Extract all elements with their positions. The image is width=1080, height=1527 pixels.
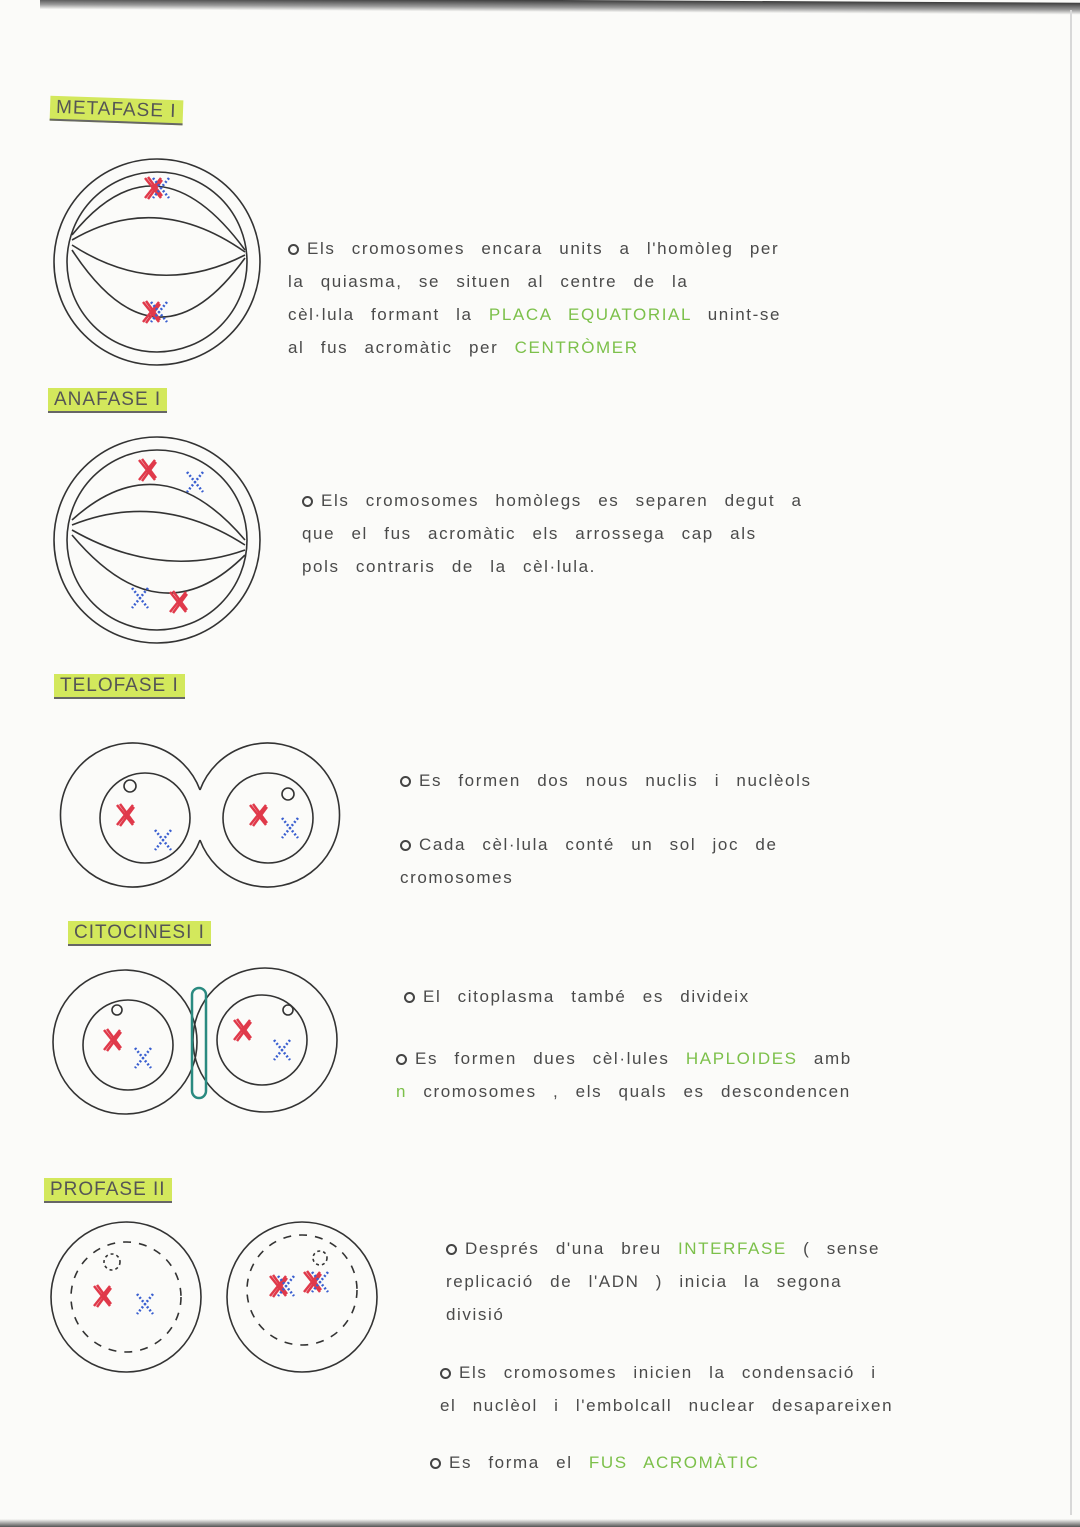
text-segment: Després d'una breu [465, 1239, 678, 1258]
heading-citocinesi-i: CITOCINESI I [68, 921, 211, 946]
heading-telofase-i: TELOFASE I [54, 674, 185, 699]
text-segment: que el fus acromàtic els arrossega cap als [302, 524, 757, 543]
text-segment: divisió [446, 1305, 505, 1324]
key-term: PLACA EQUATORIAL [488, 305, 692, 324]
text-segment: amb [797, 1049, 852, 1068]
key-term: CENTRÒMER [514, 338, 639, 357]
text-segment: pols contraris de la cèl·lula. [302, 557, 596, 576]
text-segment: Cada cèl·lula conté un sol joc de [419, 835, 778, 854]
text-segment: replicació de l'ADN ) inicia la segona [446, 1272, 843, 1291]
heading-anafase-i: ANAFASE I [48, 388, 167, 413]
text-segment: Es forma el [449, 1453, 589, 1472]
diagram-metafase-i [54, 159, 260, 365]
diagram-telofase-i [60, 743, 339, 887]
diagram-anafase-i [54, 437, 260, 643]
text-segment: Es formen dues cèl·lules [415, 1049, 686, 1068]
heading-profase-ii: PROFASE II [44, 1178, 172, 1203]
key-term: FUS ACROMÀTIC [588, 1453, 760, 1472]
heading-metafase-i: METAFASE I [50, 96, 183, 126]
text-segment: cromosomes , els quals es descondencen [407, 1082, 851, 1101]
text-segment: unint-se [691, 305, 782, 324]
key-term: HAPLOIDES [685, 1049, 798, 1068]
key-term: INTERFASE [677, 1239, 787, 1258]
text-segment: cèl·lula formant la [288, 305, 489, 324]
diagram-citocinesi-i [53, 968, 337, 1114]
text-segment: el nuclèol i l'embolcall nuclear desapareixen [440, 1396, 894, 1415]
text-segment: Els cromosomes encara units a l'homòleg per [307, 239, 780, 258]
text-segment: la quiasma, se situen al centre de la [288, 272, 689, 291]
text-segment: ( sense [786, 1239, 881, 1258]
text-segment: al fus acromàtic per [288, 338, 515, 357]
diagram-profase-ii [51, 1222, 377, 1372]
text-segment: Es formen dos nous nuclis i nuclèols [419, 771, 812, 790]
text-segment: Els cromosomes inicien la condensació i [459, 1363, 877, 1382]
text-segment: cromosomes [400, 868, 514, 887]
text-segment: Els cromosomes homòlegs es separen degut a [321, 491, 803, 510]
text-segment: El citoplasma també es divideix [423, 987, 750, 1006]
key-term: n [396, 1082, 408, 1101]
